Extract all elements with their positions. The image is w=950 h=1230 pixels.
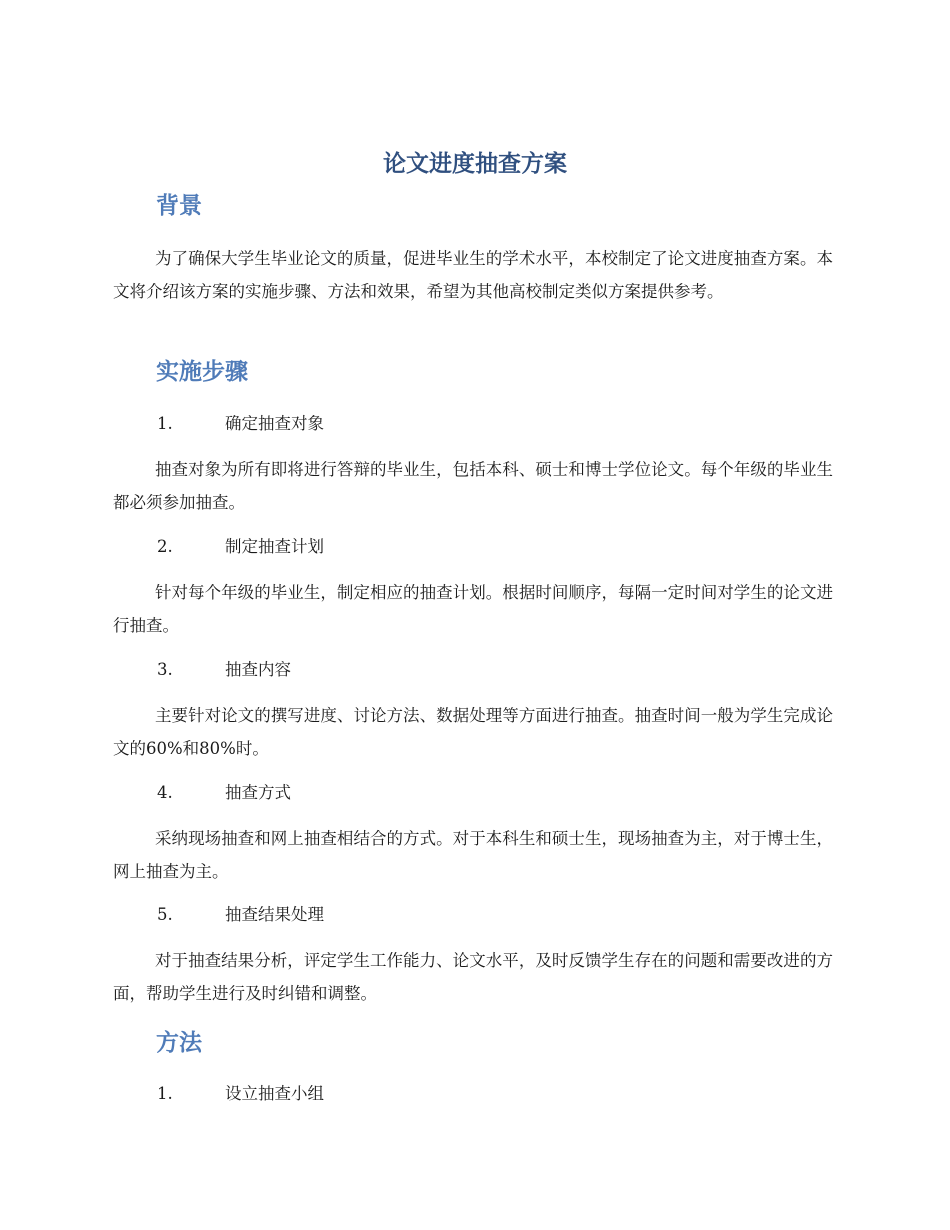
step-item-1 xyxy=(157,410,324,438)
method-item-1 xyxy=(157,1080,324,1108)
step-label: 抽查方式 xyxy=(225,783,291,802)
step-1-paragraph: 抽查对象为所有即将进行答辩的毕业生，包括本科、硕士和博士学位论文。每个年级的毕业生都必须参加抽查。 xyxy=(113,460,833,512)
background-paragraph: 为了确保大学生毕业论文的质量，促进毕业生的学术水平，本校制定了论文进度抽查方案。本文将介绍该方案的实施步骤、方法和效果，希望为其他高校制定类似方案提供参考。 xyxy=(113,249,833,301)
step-4-paragraph: 采纳现场抽查和网上抽查相结合的方式。对于本科生和硕士生，现场抽查为主，对于博士生，网上抽查为主。 xyxy=(113,829,833,881)
step-item-4 xyxy=(157,779,291,807)
step-item-2 xyxy=(157,533,324,561)
method-label: 设立抽查小组 xyxy=(225,1084,324,1103)
step-item-3 xyxy=(157,656,291,684)
step-label: 确定抽查对象 xyxy=(225,414,324,433)
step-label: 抽查结果处理 xyxy=(225,905,324,924)
step-number: 1. xyxy=(157,414,173,433)
step-2-paragraph: 针对每个年级的毕业生，制定相应的抽查计划。根据时间顺序，每隔一定时间对学生的论文进行抽查。 xyxy=(113,583,833,635)
step-label: 制定抽查计划 xyxy=(225,537,324,556)
step-number: 5. xyxy=(157,905,173,924)
section-heading-background: 背景 xyxy=(156,193,202,219)
step-5-paragraph: 对于抽查结果分析，评定学生工作能力、论文水平，及时反馈学生存在的问题和需要改进的方面，帮助学生进行及时纠错和调整。 xyxy=(113,951,833,1003)
section-heading-implementation-steps: 实施步骤 xyxy=(156,359,248,385)
step-3-paragraph: 主要针对论文的撰写进度、讨论方法、数据处理等方面进行抽查。抽查时间一般为学生完成论文的60%和80%时。 xyxy=(113,706,833,758)
section-heading-methods: 方法 xyxy=(156,1030,202,1056)
step-item-5 xyxy=(157,901,324,929)
method-number: 1. xyxy=(157,1084,173,1103)
step-number: 3. xyxy=(157,660,173,679)
step-number: 4. xyxy=(157,783,173,802)
step-label: 抽查内容 xyxy=(225,660,291,679)
document-title: 论文进度抽查方案 xyxy=(383,151,567,177)
step-number: 2. xyxy=(157,537,173,556)
